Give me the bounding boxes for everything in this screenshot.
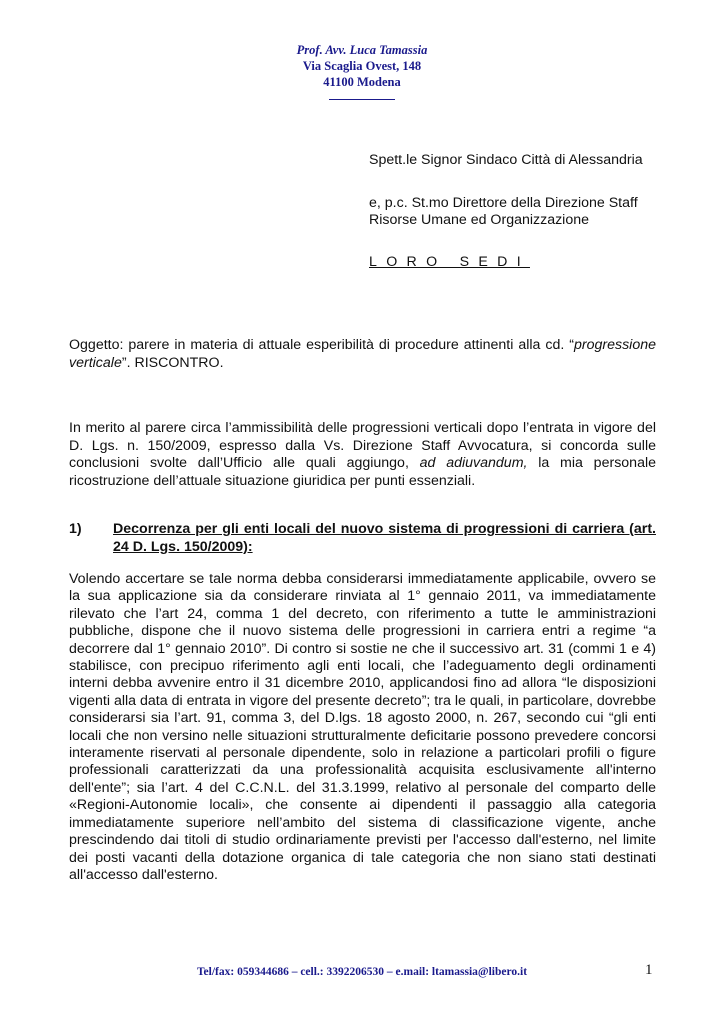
main-paragraph-text: Volendo accertare se tale norma debba considerarsi immediatamente applicabile, ovvero se la sua applicazione sia da considerare rinviata al 1° gennaio 2011, va immediatamente rilevato che l’art 24, comma 1 del decreto, con riferimento a tutte le amministrazioni pubbliche, dispone che il nuovo sistema delle progressioni in carriera entri a regime “a decorrere dal 1° gennaio 2010”. Di contro si sostie ne che il successivo art. 31 (commi 1 e 4) stabilisce, con precipuo riferimento agli enti locali, che l’adeguamento degli ordinamenti interni debba avvenire entro il 31 dicembre 2010, applicandosi fino ad allora “le disposizioni vigenti alla data di entrata in vigore del presente decreto”; tra le quali, in particolare, dovrebbe considerarsi sia l’art. 91, comma 3, del D.lgs. 18 agosto 2000, n. 267, secondo cui “gli enti locali che non versino nelle situazioni strutturalmente deficitarie possono prevedere concorsi interamente riservati al personale dipendente, solo in relazione a particolari profili o figure professionali caratterizzati da una professionalità acquisita esclusivamente all'interno dell'ente”; sia l’art. 4 del C.C.N.L. del 31.3.1999, relativo al personale del comparto delle «Regioni-Autonomie locali», che consente ai dipendenti il passaggio alla categoria immediatamente superiore nell’ambito del sistema di classificazione vigente, anche prescindendo dai titoli di studio ordinariamente previsti per l'accesso dall'esterno, nel limite dei posti vacanti della dotazione organica di tale categoria che non siano stati destinati all'accesso dall'esterno. [69,571,656,883]
section-title: Decorrenza per gli enti locali del nuovo sistema di progressioni di carriera (art. 24 D. Lgs. 150/2009): [113,521,656,555]
intro-text-end: la mia personale ricostruzione dell’attuale situazione giuridica per punti essenziali. [69,455,656,489]
subject-text [69,337,656,372]
section-heading [69,521,656,556]
letterhead [0,42,724,100]
addressee-line-3: LORO SEDI [369,253,530,270]
footer-contact: Tel/fax: 059344686 – cell.: 3392206530 – e.mail: ltamassia@libero.it [196,966,528,978]
letterhead-rule [329,90,395,100]
subject-paragraph [69,337,656,372]
addressee-line-2: e, p.c. St.mo Direttore della Direzione Staff Risorse Umane ed Organizzazione [369,194,638,228]
intro-text-start: In merito al parere circa l’ammissibilità delle progressioni verticali dopo l’entrata in vigore del D. Lgs. n. 150/2009, espresso dalla Vs. Direzione Staff Avvocatura, si concorda sulle conclusioni svolte dall’Ufficio alle quali aggiungo, [69,420,656,471]
subject-text-end: ”. RISCONTRO. [121,354,224,371]
addressee-block [369,152,669,271]
section-number: 1) [69,521,82,537]
subject-text-start: Oggetto: parere in materia di attuale esperibilità di procedure attinenti alla cd. “ [69,337,574,353]
main-paragraph [69,571,656,884]
addressee-line-1: Spett.le Signor Sindaco Città di Alessandria [369,152,643,168]
intro-text [69,420,656,490]
intro-text-emphasis: ad adiuvandum, [419,455,528,471]
letterhead-city: 41100 Modena [323,75,401,89]
letterhead-street: Via Scaglia Ovest, 148 [302,59,422,73]
intro-paragraph [69,420,656,490]
letterhead-name: Prof. Avv. Luca Tamassia [296,43,428,57]
subject-text-emphasis: progressione verticale [69,337,656,371]
page-number: 1 [645,962,653,978]
